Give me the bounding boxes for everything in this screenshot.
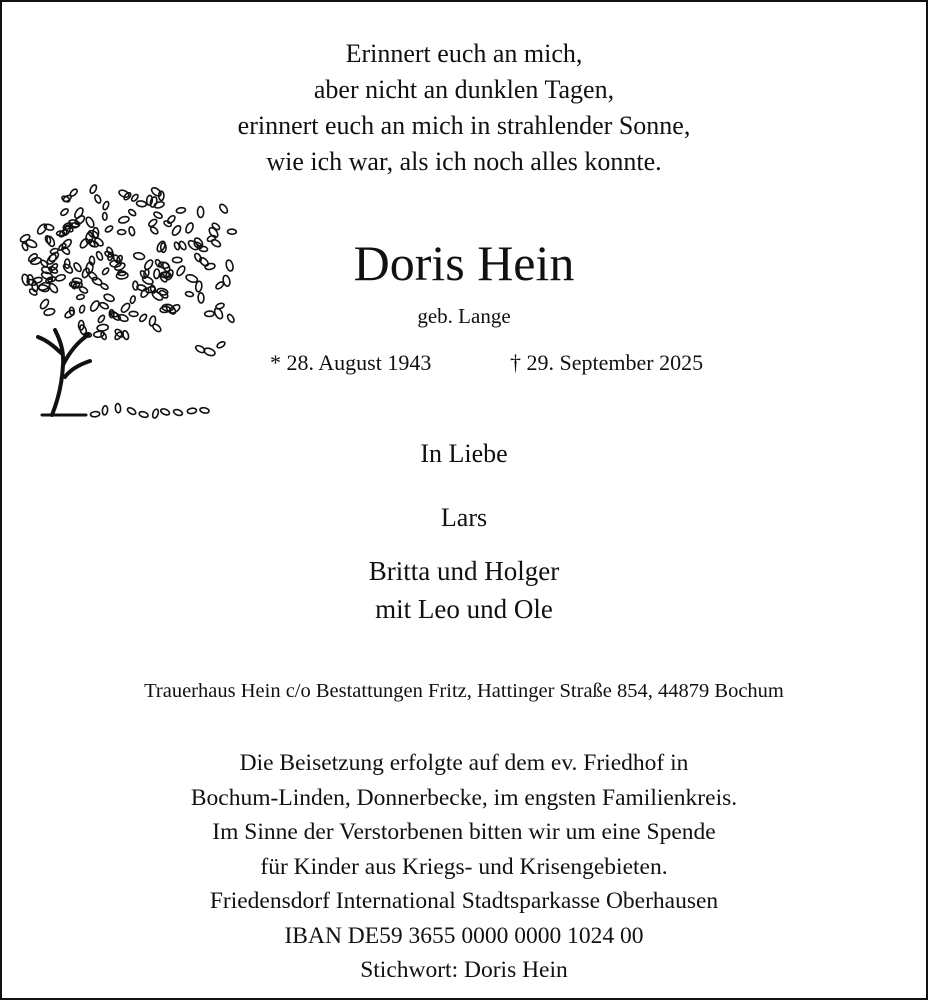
leaf-mark — [126, 406, 137, 415]
notice-line: Im Sinne der Verstorbenen bitten wir um eine Spende — [212, 819, 716, 845]
leaf-mark — [90, 411, 100, 417]
deceased-name: Doris Hein — [353, 235, 575, 291]
funeral-notice — [0, 746, 928, 988]
notice-line: IBAN DE59 3655 0000 0000 1024 00 — [284, 922, 644, 949]
leaf-mark — [102, 201, 110, 211]
leaf-mark — [216, 341, 226, 350]
leaf-mark — [94, 194, 102, 204]
leaf-mark — [187, 408, 197, 415]
leaf-mark — [85, 216, 96, 229]
leaf-mark — [122, 330, 130, 340]
leaf-mark — [203, 347, 216, 357]
mourners-intro: In Liebe — [420, 439, 508, 468]
leaf-mark — [118, 189, 130, 199]
poem-line: aber nicht an dunklen Tagen, — [313, 75, 615, 104]
leaf-mark — [115, 403, 121, 413]
birth-date: * 28. August 1943 — [270, 350, 432, 375]
mourners — [0, 552, 928, 628]
leaf-mark — [138, 411, 148, 419]
notice-line: Friedensdorf International Stadtsparkasse Oberhausen — [209, 888, 719, 914]
leaf-mark — [118, 216, 130, 224]
birth-name: geb. Lange — [417, 304, 511, 328]
leaf-mark — [61, 195, 71, 203]
leaf-mark — [160, 408, 171, 416]
notice-line: Stichwort: Doris Hein — [360, 957, 568, 983]
death-date: † 29. September 2025 — [510, 350, 704, 375]
poem-line: Erinnert euch an mich, — [345, 39, 583, 68]
leaf-mark — [152, 408, 160, 418]
mourner-line: Britta und Holger — [368, 556, 560, 586]
mourner-line: Lars — [440, 503, 488, 532]
leaf-mark — [103, 213, 108, 221]
mourning-address: Trauerhaus Hein c/o Bestattungen Fritz, Hattinger Straße 854, 44879 Bochum — [144, 680, 784, 702]
leaf-mark — [166, 214, 176, 224]
leaf-mark — [218, 203, 229, 214]
leaf-mark — [136, 200, 147, 207]
leaf-mark — [199, 407, 209, 414]
leaf-mark — [102, 405, 108, 415]
notice-line: Bochum-Linden, Donnerbecke, im engsten Familienkreis. — [190, 784, 738, 811]
leaf-mark — [176, 207, 186, 214]
mourner-line: mit Leo und Ole — [375, 594, 553, 624]
notice-line: für Kinder aus Kriegs- und Krisengebieten. — [260, 853, 668, 880]
leaf-mark — [173, 408, 183, 416]
leaf-mark — [148, 218, 158, 228]
poem — [0, 36, 928, 180]
leaf-mark — [153, 211, 163, 220]
leaf-mark — [93, 331, 104, 338]
leaf-mark — [69, 188, 78, 197]
leaf-mark — [197, 206, 204, 217]
poem-line: wie ich war, als ich noch alles konnte. — [266, 147, 662, 176]
poem-line: erinnert euch an mich in strahlender Sonne, — [237, 111, 691, 140]
leaf-mark — [60, 208, 70, 217]
leaf-mark — [128, 208, 137, 216]
notice-line: Die Beisetzung erfolgte auf dem ev. Friedhof in — [239, 750, 689, 776]
leaf-mark — [89, 184, 98, 194]
